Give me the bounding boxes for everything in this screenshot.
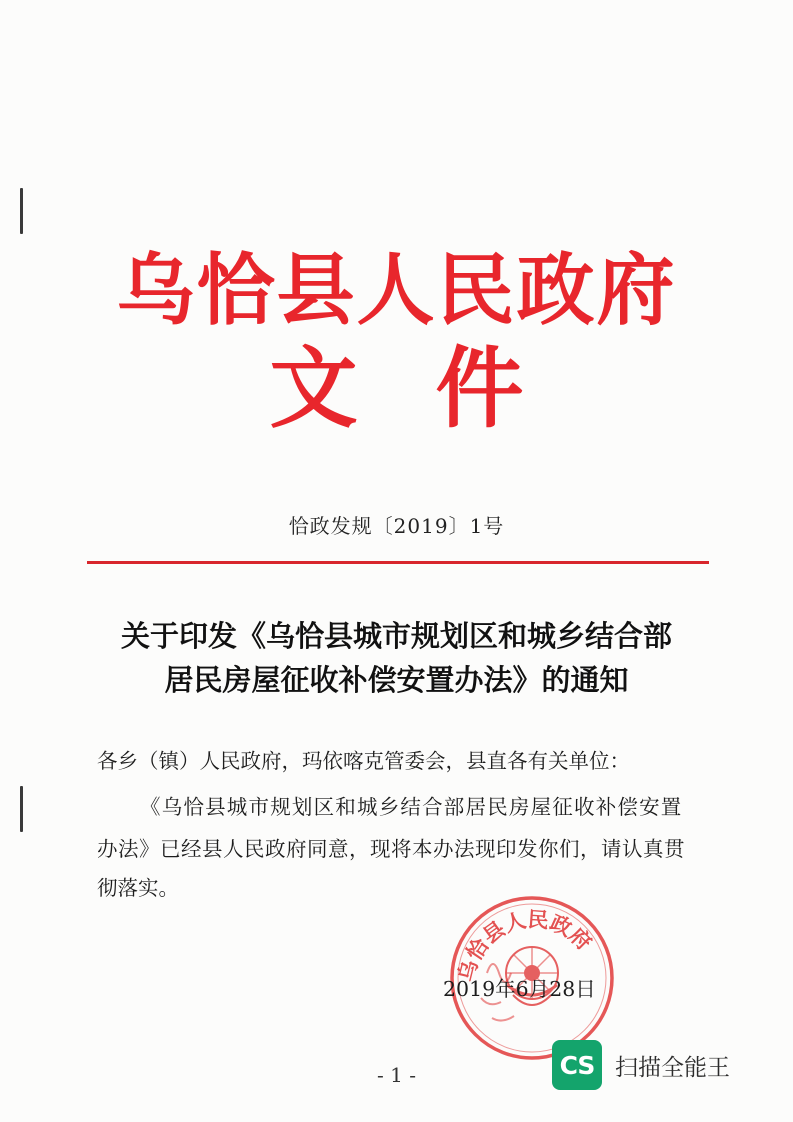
- svg-text:乌恰县人民政府: 乌恰县人民政府: [453, 906, 597, 984]
- body-paragraph-line-1: 《乌恰县城市规划区和城乡结合部居民房屋征收补偿安置: [140, 795, 683, 819]
- camscanner-logo-icon: CS: [552, 1040, 602, 1090]
- body-paragraph-line-2: 办法》已经县人民政府同意，现将本办法现印发你们，请认真贯: [97, 837, 685, 861]
- document-title-line-2: 居民房屋征收补偿安置办法》的通知: [164, 663, 629, 697]
- document-title-line-1: 关于印发《乌恰县城市规划区和城乡结合部: [120, 619, 672, 653]
- scanner-watermark: [552, 1040, 730, 1090]
- salutation: 各乡（镇）人民政府，玛依喀克管委会，县直各有关单位：: [97, 749, 630, 773]
- issuer-name: 乌恰县人民政府: [116, 245, 677, 336]
- red-separator-line: [87, 561, 709, 564]
- document-type-heading: 文件: [269, 336, 602, 440]
- document-number: 恰政发规〔2019〕1号: [288, 514, 505, 538]
- watermark-label: 扫描全能王: [615, 1054, 730, 1081]
- body-paragraph-line-3: 彻落实。: [97, 876, 179, 900]
- page-number: - 1 -: [377, 1063, 416, 1087]
- binding-mark-middle: [20, 786, 23, 832]
- binding-mark-top: [20, 188, 23, 234]
- signing-date: 2019年6月28日: [443, 977, 596, 1001]
